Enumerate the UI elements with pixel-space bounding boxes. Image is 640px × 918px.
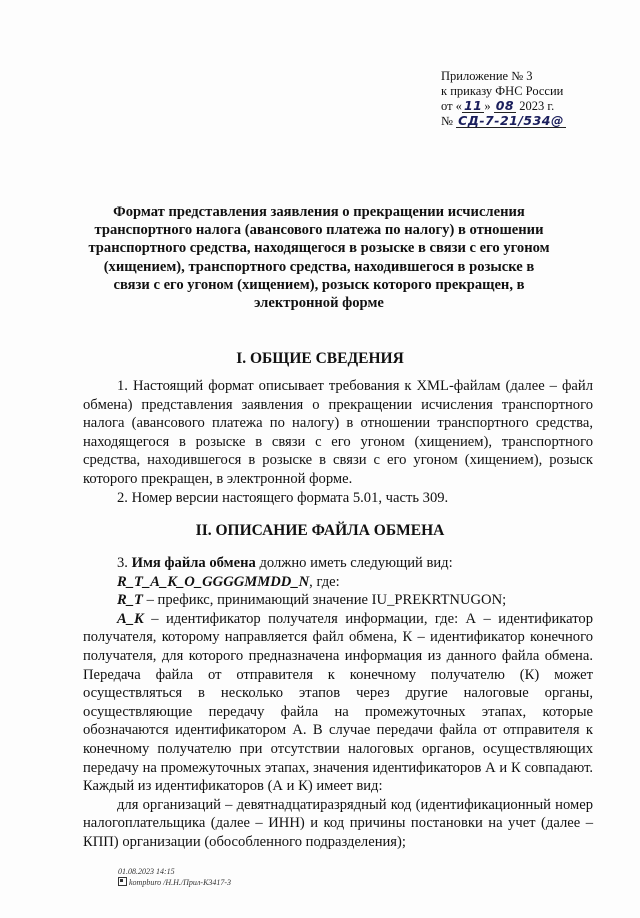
footer-date: 01.08.2023 14:15 (118, 867, 175, 876)
section-file-body (83, 554, 593, 852)
date-day-handwritten: 11 (463, 98, 483, 113)
footer-file (118, 877, 231, 888)
appendix-line-1: Приложение № 3 (441, 69, 533, 83)
ak-definition (83, 610, 593, 796)
filename-pattern-suffix: , где: (309, 573, 340, 590)
date-year: 2023 г. (519, 99, 555, 113)
filename-pattern-line (83, 573, 593, 592)
paragraph-3 (83, 554, 593, 573)
number-handwritten: СД-7-21/534@ (458, 113, 564, 128)
date-month-handwritten: 08 (495, 98, 515, 113)
p3-rest: должно иметь следующий вид: (255, 555, 453, 571)
section-general-body (83, 377, 593, 507)
footer-file-text: kompburo /Н.Н./Прил-К3417-3 (129, 878, 232, 887)
filename-pattern: R_T_A_K_O_GGGGMMDD_N (117, 573, 310, 590)
appendix-number (441, 114, 616, 129)
p3-number: 3. (117, 555, 132, 571)
org-definition: для организаций – девятнадцатиразрядный код (идентификационный номер налогоплательщика (далее – ИНН) и код причины постановки на учет (далее – КПП) организации (обособленного подразделения); (83, 796, 593, 850)
footer-stamp (118, 867, 231, 888)
number-prefix: № (441, 114, 453, 128)
document-title: Формат представления заявления о прекращении исчисления транспортного налога (авансового платежа по налогу) в отношении транспортного средства, находящегося в розыске в связи с его угоном (хищением), транспортного средства, находившегося в розыске в связи с его угоном (хищением), розыск которого прекращен, в электронной форме (88, 204, 550, 312)
rt-text: – префикс, принимающий значение IU_PREKRTNUGON; (142, 592, 507, 609)
ak-text: – идентификатор получателя информации, где: А – идентификатор получателя, которому направляется файл обмена, К – идентификатор конечного получателя, для которого предназначена информация из данного файла обмена. Передача файла от отправителя к конечному получателю (К) может осуществляться в несколько этапов через другие налоговые органы, осуществляющие передачу файла на промежуточных этапах, которые обозначаются идентификатором А. В случае передачи файла от отправителя к конечному получателю при отсутствии налоговых органов, осуществляющих передачу на промежуточных этапах, значения идентификаторов А и К совпадают. Каждый из идентификаторов (А и К) имеет вид: (83, 610, 593, 795)
date-prefix: от « (441, 99, 462, 113)
section-heading-general: I. ОБЩИЕ СВЕДЕНИЯ (236, 350, 404, 367)
rt-definition (83, 591, 593, 610)
document-icon (118, 877, 127, 886)
paragraph-2: 2. Номер версии настоящего формата 5.01, часть 309. (117, 489, 449, 506)
p3-bold-term: Имя файла обмена (131, 555, 256, 571)
appendix-line-2: к приказу ФНС России (441, 84, 564, 98)
section-heading-file-description: II. ОПИСАНИЕ ФАЙЛА ОБМЕНА (195, 522, 445, 539)
appendix-block (441, 69, 616, 129)
paragraph-1: 1. Настоящий формат описывает требования к XML-файлам (далее – файл обмена) представления заявления о прекращении исчисления транспортного налога (авансового платежа по налогу) в отношении транспортного средства, находящегося в розыске в связи с его угоном (хищением), транспортного средства, находившегося в розыске в связи с его угоном (хищением), розыск которого прекращен, в электронной форме. (83, 378, 593, 487)
rt-code: R_T (117, 592, 143, 609)
date-mid: » (484, 99, 491, 113)
appendix-date (441, 99, 616, 114)
ak-code: A_K (117, 610, 144, 627)
